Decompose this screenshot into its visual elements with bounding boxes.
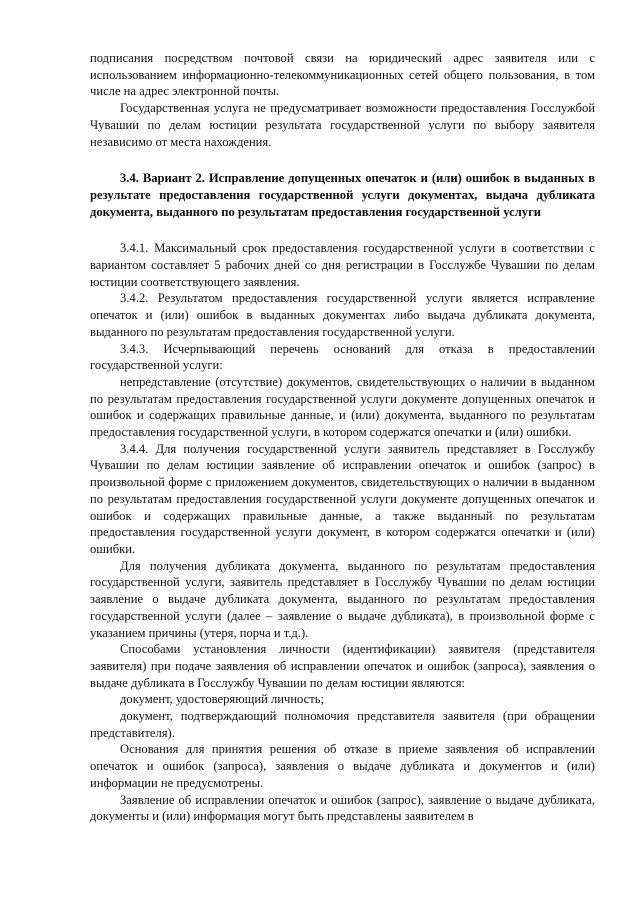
paragraph-3-4-3: 3.4.3. Исчерпывающий перечень оснований для отказа в предоставлении государственной услуги: — [90, 341, 595, 373]
paragraph-no-refusal-grounds: Основания для принятия решения об отказе в приеме заявления об исправлении опечаток и ошибок (запроса), заявления о выдаче дубликата и документов и (или) информации не предусмотрены. — [90, 742, 595, 790]
paragraph-no-extraterritorial: Государственная услуга не предусматривает возможности предоставления Госслужбой Чувашии по делам юстиции результата государственной услуги по выбору заявителя независимо от места нахождения. — [90, 101, 595, 149]
paragraph-continuation: подписания посредством почтовой связи на юридический адрес заявителя или с использованием информационно-телекоммуникационных сетей общего пользования, в том числе на адрес электронной почты. — [90, 51, 595, 99]
paragraph-identification: Способами установления личности (идентификации) заявителя (представителя заявителя) при подаче заявления об исправлении опечаток и ошибок (запроса), заявления о выдаче дубликата в Госслужбу Чувашии по делам юстиции являются: — [90, 642, 595, 690]
section-heading-3-4: 3.4. Вариант 2. Исправление допущенных опечаток и (или) ошибок в выданных в результате предоставления государственной услуги документах, выдача дубликата документа, выданного по результатам предоставления государственной услуги — [90, 171, 595, 219]
paragraph-3-4-4: 3.4.4. Для получения государственной услуги заявитель представляет в Госслужбу Чувашии по делам юстиции заявление об исправлении опечаток и ошибок (запрос) в произвольной форме с приложением документов, свидетельствующих о наличии в выданном по результатам предоставления государственной услуги документе допущенных опечаток и ошибок и содержащих правильные данные, а также выданный по результатам предоставления государственной услуги документ, в котором содержатся опечатки и (или) ошибки. — [90, 441, 595, 556]
paragraph-3-4-1: 3.4.1. Максимальный срок предоставления государственной услуги в соответствии с вариантом составляет 5 рабочих дней со дня регистрации в Госслужбе Чувашии по делам юстиции соответствующего заявления. — [90, 241, 595, 289]
paragraph-id-document: документ, удостоверяющий личность; — [120, 692, 325, 707]
document-page — [90, 50, 595, 825]
paragraph-authority-document: документ, подтверждающий полномочия представителя заявителя (при обращении представителя). — [90, 709, 595, 740]
paragraph-3-4-2: 3.4.2. Результатом предоставления государственной услуги является исправление опечаток и (или) ошибок в выданных документах либо выдача дубликата документа, выданного по результатам предоставления государственной услуги. — [90, 291, 595, 339]
paragraph-duplicate: Для получения дубликата документа, выданного по результатам предоставления государственной услуги, заявитель представляет в Госслужбу Чувашии по делам юстиции заявление о выдаче дубликата документа, выданного по результатам предоставления государственной услуги (далее – заявление о выдаче дубликата), в произвольной форме с указанием причины (утеря, порча и т.д.). — [90, 558, 595, 640]
paragraph-submission: Заявление об исправлении опечаток и ошибок (запрос), заявление о выдаче дубликата, документы и (или) информация могут быть представлены заявителем в — [90, 792, 595, 824]
paragraph-refusal-ground: непредставление (отсутствие) документов, свидетельствующих о наличии в выданном по результатам предоставления государственной услуги документе допущенных опечаток и ошибок и содержащих правильные данные, и (или) документа, выданного по результатам предоставления государственной услуги, в котором содержатся опечатки и (или) ошибки. — [90, 374, 595, 440]
